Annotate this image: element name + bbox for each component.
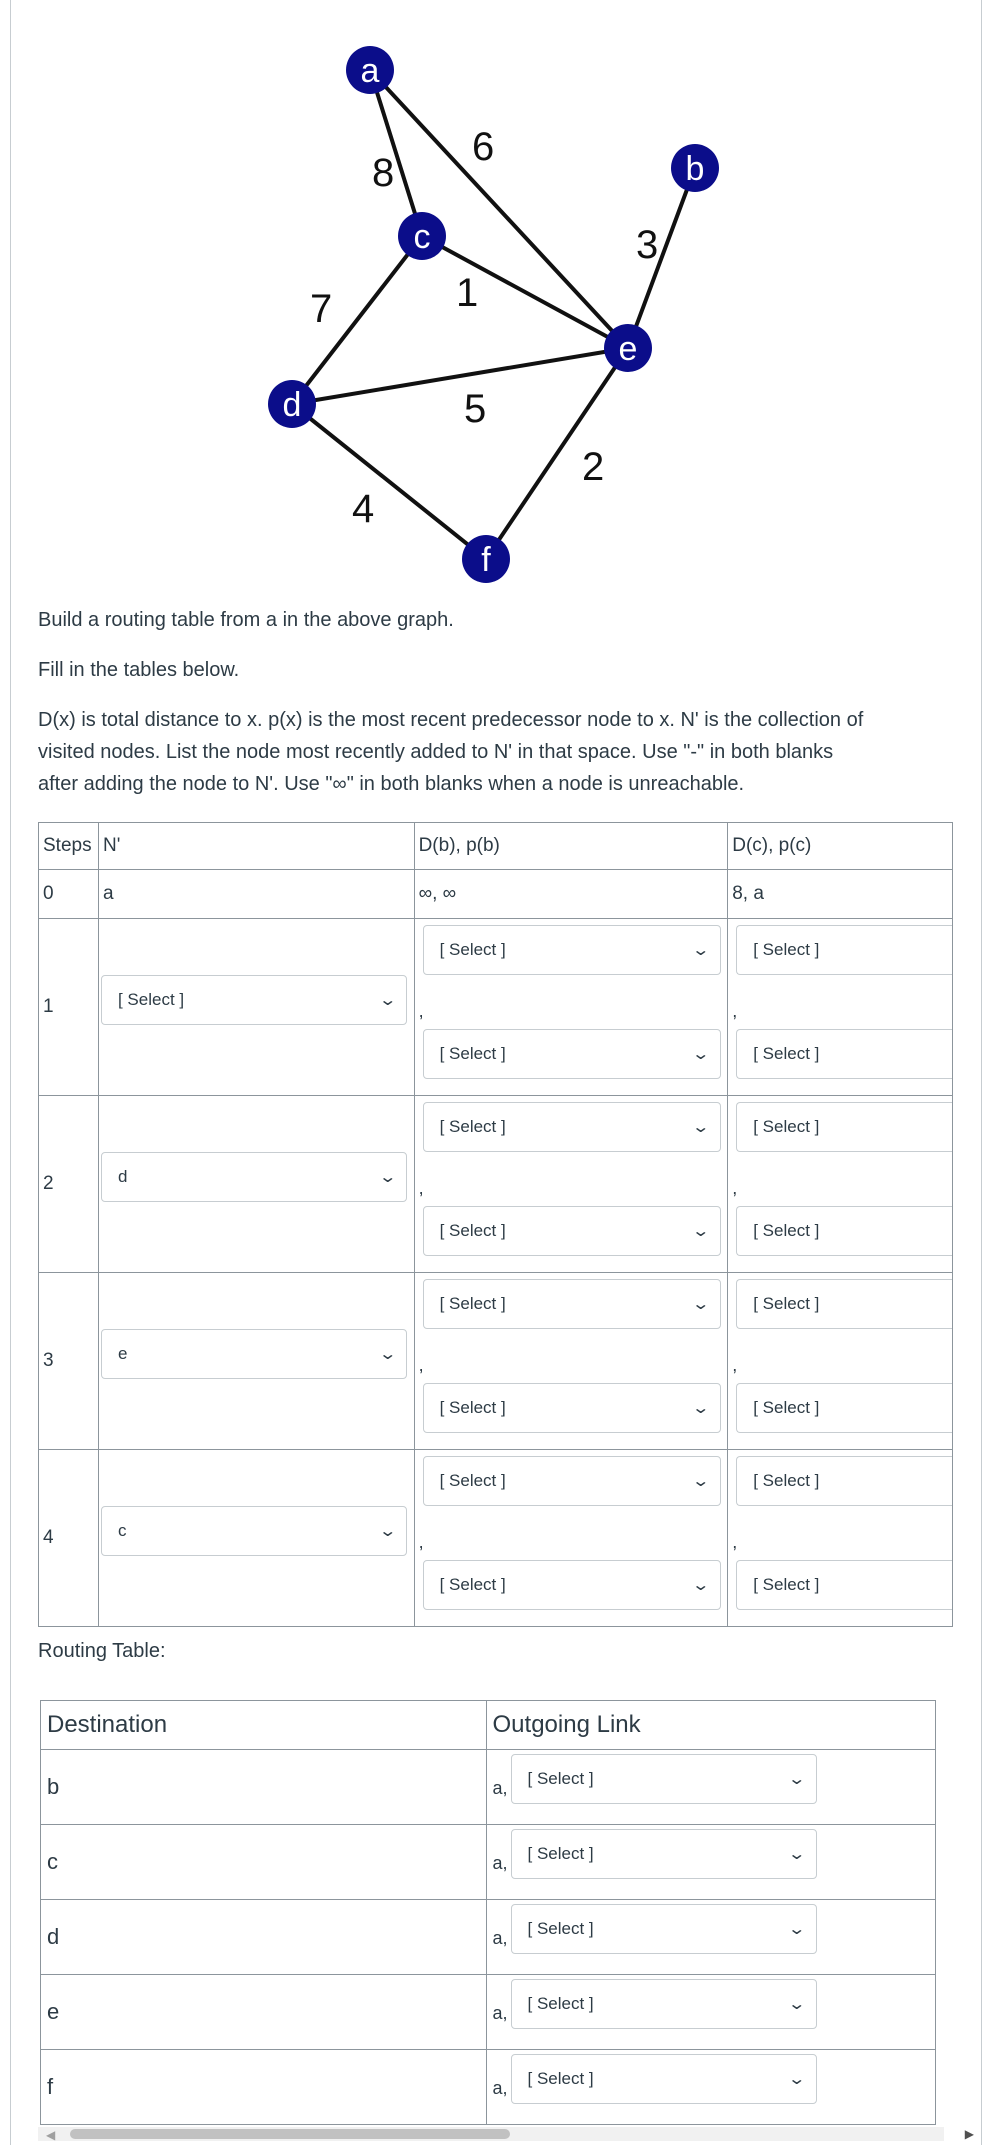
edge-f-e	[486, 348, 628, 559]
db-distance-select-2[interactable]	[423, 1102, 721, 1152]
chevron-down-icon: ⌄	[691, 1577, 711, 1594]
edge-d-f	[292, 404, 486, 559]
db-0: ∞, ∞	[414, 870, 728, 919]
dv-header-row	[39, 823, 953, 870]
dc-distance-select-3[interactable]	[736, 1279, 952, 1329]
link-select-f[interactable]	[511, 2054, 817, 2104]
weight-c-d: 7	[310, 287, 333, 331]
dest-f: f	[41, 2050, 487, 2125]
chevron-down-icon: ⌄	[377, 1346, 397, 1363]
db-distance-select-1-value: [ Select ]	[439, 940, 506, 959]
link-select-e-value: [ Select ]	[527, 1994, 594, 2013]
link-prefix: a,	[492, 1778, 508, 1798]
link-prefix: a,	[492, 1928, 508, 1948]
db-predecessor-select-3[interactable]	[423, 1383, 721, 1433]
dc-distance-select-1-value: [ Select ]	[753, 940, 820, 959]
node-a	[346, 46, 394, 94]
nprime-select-2[interactable]	[101, 1152, 407, 1202]
dv-row-0	[39, 870, 953, 919]
dv-row-1	[39, 919, 953, 1096]
db-predecessor-select-4[interactable]	[423, 1560, 721, 1610]
db-predecessor-select-2-value: [ Select ]	[439, 1221, 506, 1240]
db-predecessor-select-3-value: [ Select ]	[439, 1398, 506, 1417]
instruction-definitions-2: visited nodes. List the node most recently added to N' in that space. Use "-" in both blanks	[38, 741, 834, 763]
link-select-e[interactable]	[511, 1979, 817, 2029]
header-nprime: N'	[98, 823, 414, 870]
db-distance-select-3-value: [ Select ]	[439, 1294, 506, 1313]
dc-predecessor-select-2-value: [ Select ]	[753, 1221, 820, 1240]
comma: ,	[418, 1178, 424, 1198]
comma: ,	[418, 1532, 424, 1552]
header-steps: Steps	[39, 823, 99, 870]
dc-0: 8, a	[728, 870, 953, 919]
weight-a-c: 8	[372, 151, 395, 195]
comma: ,	[732, 1178, 738, 1198]
step-0: 0	[39, 870, 99, 919]
scroll-left-icon[interactable]: ◀	[46, 2128, 56, 2142]
edge-c-e	[422, 236, 628, 348]
routing-row-d	[41, 1900, 936, 1975]
node-c	[398, 212, 446, 260]
nprime-select-2-value: d	[117, 1167, 128, 1186]
comma: ,	[732, 1532, 738, 1552]
svg-text:c: c	[413, 218, 431, 256]
svg-text:a: a	[360, 52, 380, 90]
step-1: 1	[39, 919, 99, 1096]
header-destination: Destination	[41, 1701, 487, 1750]
chevron-down-icon: ⌄	[787, 1996, 807, 2013]
node-e	[604, 324, 652, 372]
comma: ,	[732, 1355, 738, 1375]
comma: ,	[732, 1001, 738, 1021]
chevron-down-icon: ⌄	[691, 1473, 711, 1490]
chevron-down-icon: ⌄	[691, 1046, 711, 1063]
step-3: 3	[39, 1273, 99, 1450]
chevron-down-icon: ⌄	[691, 1296, 711, 1313]
db-predecessor-select-4-value: [ Select ]	[439, 1575, 506, 1594]
link-prefix: a,	[492, 1853, 508, 1873]
chevron-down-icon: ⌄	[787, 2071, 807, 2088]
link-select-c-value: [ Select ]	[527, 1844, 594, 1863]
edge-a-e	[370, 70, 628, 348]
dest-c: c	[41, 1825, 487, 1900]
weight-d-e: 5	[464, 387, 487, 431]
instruction-fill: Fill in the tables below.	[38, 659, 240, 681]
dc-predecessor-select-3[interactable]	[736, 1383, 952, 1433]
chevron-down-icon: ⌄	[377, 1523, 397, 1540]
node-b	[671, 144, 719, 192]
dc-predecessor-select-1-value: [ Select ]	[753, 1044, 820, 1063]
dc-distance-select-4[interactable]	[736, 1456, 952, 1506]
chevron-down-icon: ⌄	[691, 1223, 711, 1240]
link-select-b-value: [ Select ]	[527, 1769, 594, 1788]
dc-predecessor-select-4-value: [ Select ]	[753, 1575, 820, 1594]
db-distance-select-4-value: [ Select ]	[439, 1471, 506, 1490]
db-predecessor-select-1[interactable]	[423, 1029, 721, 1079]
dest-b: b	[41, 1750, 487, 1825]
weight-c-e: 1	[456, 271, 479, 315]
dc-distance-select-4-value: [ Select ]	[753, 1471, 820, 1490]
db-distance-select-1[interactable]	[423, 925, 721, 975]
dc-distance-select-1[interactable]	[736, 925, 952, 975]
link-select-f-value: [ Select ]	[527, 2069, 594, 2088]
dest-d: d	[41, 1900, 487, 1975]
chevron-down-icon: ⌄	[787, 1921, 807, 1938]
step-2: 2	[39, 1096, 99, 1273]
comma: ,	[418, 1001, 424, 1021]
distance-vector-table	[38, 822, 953, 1627]
scroll-right-icon[interactable]: ▶	[964, 2127, 974, 2141]
db-predecessor-select-2[interactable]	[423, 1206, 721, 1256]
nprime-select-4[interactable]	[101, 1506, 407, 1556]
network-graph	[0, 0, 986, 600]
routing-row-b	[41, 1750, 936, 1825]
header-outgoing-link: Outgoing Link	[486, 1701, 935, 1750]
nprime-select-3[interactable]	[101, 1329, 407, 1379]
svg-text:f: f	[481, 541, 491, 579]
svg-text:b: b	[685, 150, 705, 188]
dv-row-3	[39, 1273, 953, 1450]
dc-distance-select-2-value: [ Select ]	[753, 1117, 820, 1136]
node-f	[462, 535, 510, 583]
routing-row-e	[41, 1975, 936, 2050]
header-dc: D(c), p(c)	[728, 823, 953, 870]
dv-row-2	[39, 1096, 953, 1273]
instruction-definitions-1: D(x) is total distance to x. p(x) is the most recent predecessor node to x. N' is the collection of	[38, 709, 864, 731]
chevron-down-icon: ⌄	[377, 992, 397, 1009]
link-prefix: a,	[492, 2003, 508, 2023]
chevron-down-icon: ⌄	[691, 1119, 711, 1136]
chevron-down-icon: ⌄	[691, 942, 711, 959]
dc-predecessor-select-2[interactable]	[736, 1206, 952, 1256]
horizontal-scrollbar[interactable]	[38, 2127, 974, 2142]
chevron-down-icon: ⌄	[787, 1846, 807, 1863]
scrollbar-thumb[interactable]	[70, 2129, 510, 2139]
header-db: D(b), p(b)	[414, 823, 728, 870]
routing-header-row	[41, 1701, 936, 1750]
db-distance-select-4[interactable]	[423, 1456, 721, 1506]
db-predecessor-select-1-value: [ Select ]	[439, 1044, 506, 1063]
weight-a-e: 6	[472, 125, 495, 169]
link-select-d[interactable]	[511, 1904, 817, 1954]
link-select-c[interactable]	[511, 1829, 817, 1879]
routing-table-label: Routing Table:	[38, 1640, 166, 1662]
dc-predecessor-select-1[interactable]	[736, 1029, 952, 1079]
nprime-select-4-value: c	[117, 1521, 127, 1540]
routing-row-c	[41, 1825, 936, 1900]
svg-text:d: d	[282, 386, 302, 424]
db-distance-select-3[interactable]	[423, 1279, 721, 1329]
dc-predecessor-select-4[interactable]	[736, 1560, 952, 1610]
db-distance-select-2-value: [ Select ]	[439, 1117, 506, 1136]
routing-row-f	[41, 2050, 936, 2125]
dc-distance-select-2[interactable]	[736, 1102, 952, 1152]
chevron-down-icon: ⌄	[787, 1771, 807, 1788]
dv-row-4	[39, 1450, 953, 1627]
link-select-d-value: [ Select ]	[527, 1919, 594, 1938]
nprime-select-1-value: [ Select ]	[117, 990, 185, 1009]
instruction-definitions-3: after adding the node to N'. Use "∞" in both blanks when a node is unreachable.	[38, 773, 745, 795]
edge-d-e	[292, 348, 628, 404]
weight-b-e: 3	[636, 223, 659, 267]
routing-table	[40, 1700, 936, 2125]
node-d	[268, 380, 316, 428]
chevron-down-icon: ⌄	[691, 1400, 711, 1417]
dc-distance-select-3-value: [ Select ]	[753, 1294, 820, 1313]
weight-f-e: 2	[582, 445, 605, 489]
step-4: 4	[39, 1450, 99, 1627]
weight-d-f: 4	[352, 487, 375, 531]
nprime-select-3-value: e	[117, 1344, 128, 1363]
nprime-0: a	[98, 870, 414, 919]
comma: ,	[418, 1355, 424, 1375]
link-prefix: a,	[492, 2078, 508, 2098]
dest-e: e	[41, 1975, 487, 2050]
link-select-b[interactable]	[511, 1754, 817, 1804]
dc-predecessor-select-3-value: [ Select ]	[753, 1398, 820, 1417]
chevron-down-icon: ⌄	[377, 1169, 397, 1186]
nprime-select-1[interactable]	[101, 975, 407, 1025]
svg-text:e: e	[618, 330, 638, 368]
instruction-build: Build a routing table from a in the above graph.	[38, 609, 454, 631]
